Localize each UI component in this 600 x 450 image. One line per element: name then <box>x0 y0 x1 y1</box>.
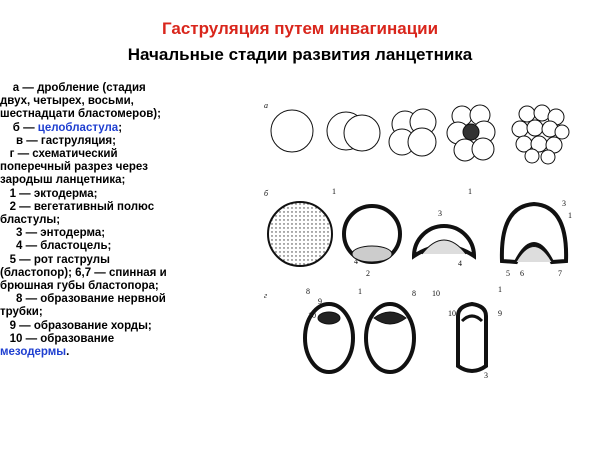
legend-line: 8 — образование нервной <box>0 293 166 306</box>
figure-number-label: 10 <box>308 311 316 320</box>
legend-line: бластулы; <box>0 214 61 227</box>
eight-cell-stage <box>447 105 495 161</box>
two-cell-stage <box>327 112 380 151</box>
figure-number-label: 8 <box>306 287 310 296</box>
legend-line: 4 — бластоцель; <box>0 240 112 253</box>
figure-number-label: 3 <box>562 199 566 208</box>
legend-line: 1 — эктодерма; <box>0 187 98 200</box>
legend-line: (бластопор); 6,7 — спинная и <box>0 266 167 279</box>
legend-line: г — схематический <box>0 148 118 161</box>
figure-number-label: 2 <box>366 269 370 278</box>
figure-number-label: 1 <box>498 285 502 294</box>
figure-number-label: 9 <box>498 309 502 318</box>
early-gastrula <box>414 226 474 256</box>
section-2 <box>366 304 414 372</box>
legend-line: 3 — энтодерма; <box>0 227 106 240</box>
figure-number-label: 7 <box>558 269 562 278</box>
legend-line: в — гаструляция; <box>0 134 116 147</box>
legend-line: трубки; <box>0 306 43 319</box>
figure-number-label: 1 <box>332 187 336 196</box>
legend-term-link[interactable]: мезодермы <box>0 346 67 359</box>
legend-line: мезодермы. <box>0 346 70 359</box>
figure-number-label: 5 <box>506 269 510 278</box>
figure-number-label: 3 <box>438 209 442 218</box>
legend-line: а — дробление (стадия <box>0 82 146 94</box>
legend-line: 5 — рот гаструлы <box>0 253 110 266</box>
legend-line: зародыш ланцетника; <box>0 174 126 187</box>
figure-number-label: 10 <box>448 309 456 318</box>
figure-number-label: 1 <box>468 187 472 196</box>
figure-number-label: 4 <box>354 257 358 266</box>
legend-term-link[interactable]: целобластула <box>37 121 119 134</box>
four-cell-stage <box>389 109 436 156</box>
legend-line: двух, четырех, восьми, <box>0 95 134 108</box>
sixteen-cell-stage <box>512 105 569 164</box>
slide-subtitle: Начальные стадии развития ланцетника <box>127 45 473 64</box>
section-3 <box>458 304 486 371</box>
legend-line: 9 — образование хорды; <box>0 319 152 332</box>
figure-number-label: 8 <box>412 289 416 298</box>
figure-number-label: 1 <box>568 211 572 220</box>
zygote-cell <box>271 110 313 152</box>
slide-title: Гаструляция путем инвагинации <box>161 19 439 38</box>
late-gastrula <box>502 204 566 262</box>
blastula-section <box>344 206 400 262</box>
legend-line: брюшная губы бластопора; <box>0 280 159 293</box>
blastula-row <box>268 202 566 266</box>
letter-a: а <box>264 101 268 110</box>
cleavage-row <box>271 105 569 164</box>
legend-line: 2 — вегетативный полюс <box>0 200 155 213</box>
legend-line: б — целобластула; <box>0 121 123 134</box>
figure-number-label: 10 <box>432 289 440 298</box>
figure-number-label: 6 <box>520 269 524 278</box>
figure-number-label: 9 <box>318 297 322 306</box>
legend-line: поперечный разрез через <box>0 161 148 174</box>
legend-line: шестнадцати бластомеров); <box>0 108 161 121</box>
letter-b: б <box>264 189 269 198</box>
figure-number-label: 3 <box>484 371 488 380</box>
cross-sections-row <box>305 304 486 372</box>
lancelet-stages-figure <box>262 86 598 386</box>
letter-g: г <box>264 291 268 300</box>
legend-line: 10 — образование <box>0 332 115 345</box>
figure-number-label: 4 <box>458 259 462 268</box>
legend-text <box>0 82 262 359</box>
figure-number-label: 1 <box>358 287 362 296</box>
